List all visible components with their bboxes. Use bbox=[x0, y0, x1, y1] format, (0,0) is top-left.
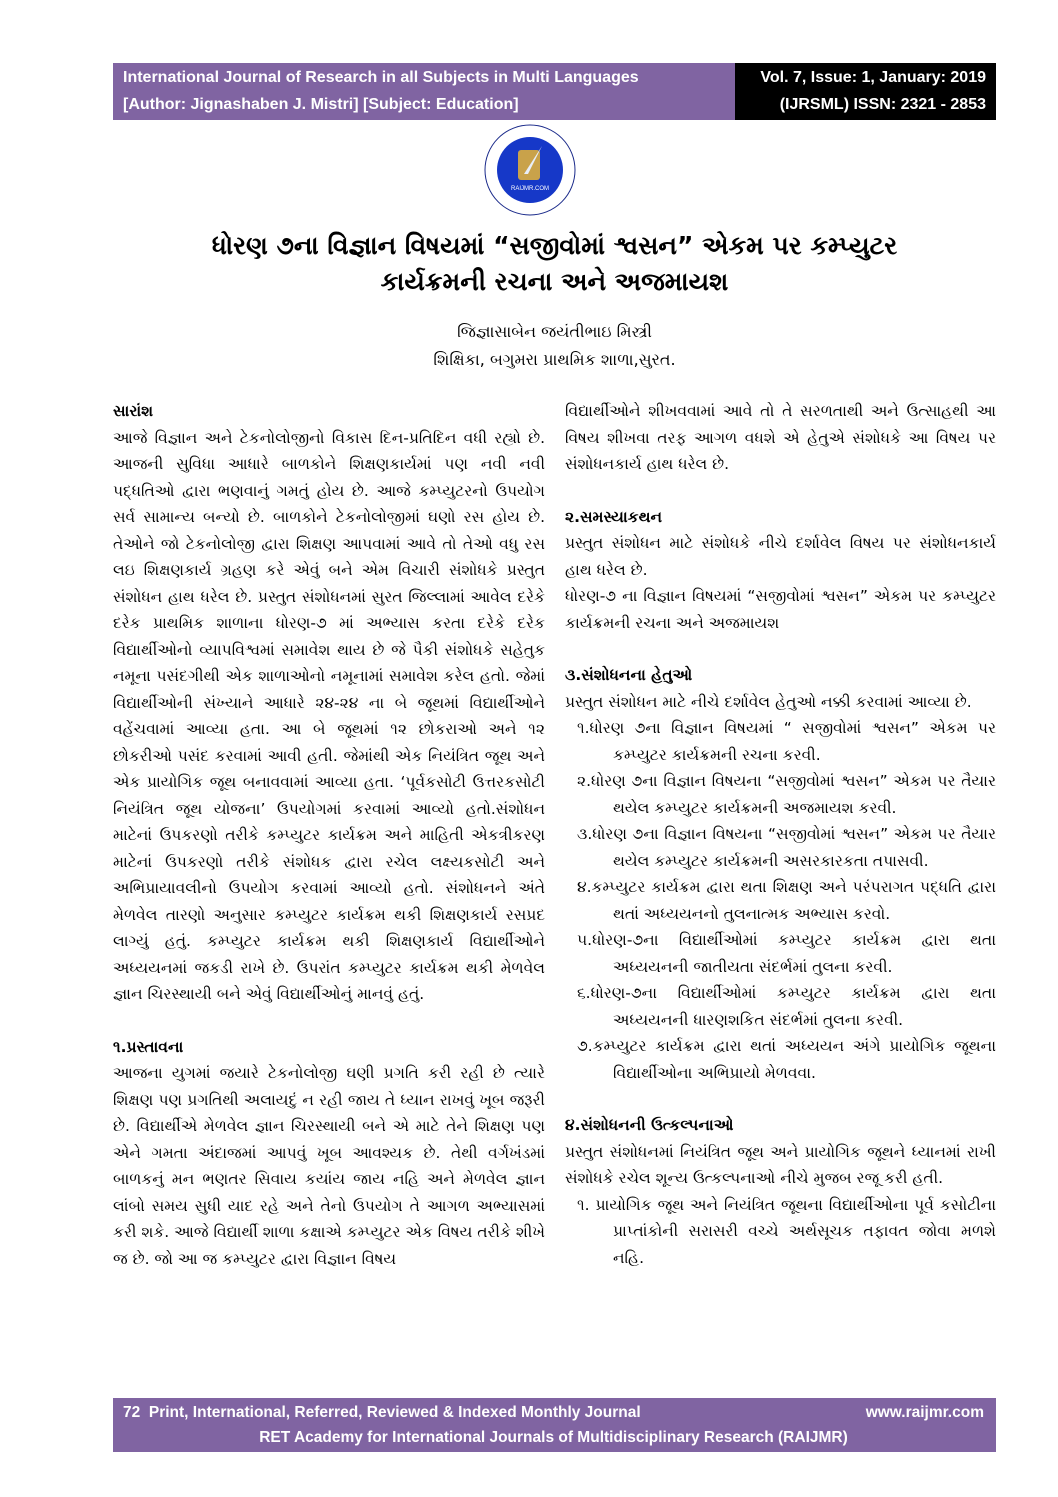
objective-item: ૧.ધોરણ ૭ના વિજ્ઞાન વિષયમાં “ સજીવોમાં શ્વસન” એકમ પર કમ્પ્યુટર કાર્યક્રમની રચના કરવી. bbox=[577, 719, 996, 764]
hypotheses-list bbox=[565, 1192, 996, 1272]
author-affiliation: શિક્ષિકા, બગુમરા પ્રાથમિક શાળા,સુરત. bbox=[433, 350, 676, 369]
journal-name: International Journal of Research in all Subjects in Multi Languages bbox=[123, 69, 639, 86]
objective-item: ૭.કમ્પ્યુટર કાર્યક્રમ દ્વારા થતાં અધ્યયન અંગે પ્રાયોગિક જૂથના વિદ્યાર્થીઓના અભિપ્રાયો મેળવવા. bbox=[577, 1037, 996, 1082]
intro-text: આજના યુગમાં જયારે ટેકનોલોજી ઘણી પ્રગતિ કરી રહી છે ત્યારે શિક્ષણ પણ પ્રગતિથી અલાયદું ન રહી જાય તે ધ્યાન રાખવું ખૂબ જરૂરી છે. વિદ્યાર્થીએ મેળવેલ જ્ઞાન ચિરસ્થાયી બને એ માટે તેને શિક્ષણ પણ એને ગમતા અંદાજમાં આપવું ખૂબ આવશ્યક છે. તેથી વર્ગખંડમાં બાળકનું મન ભણતર સિવાય કયાંય જાય નહિ અને મેળવેલ જ્ઞાન લાંબો સમય સુધી યાદ રહે અને તેનો ઉપયોગ તે આગળ અભ્યાસમાં કરી શકે. આજે વિદ્યાર્થી શાળા કક્ષાએ કમ્પ્યુટર એક વિષય તરીકે શીખે જ છે. જો આ જ કમ્પ્યુટર દ્વારા વિજ્ઞાન વિષય bbox=[113, 1064, 545, 1268]
abstract-text: આજે વિજ્ઞાન અને ટેકનોલોજીનો વિકાસ દિન-પ્રતિદિન વધી રહ્યો છે. આજની સુવિધા આધારે બાળકોને શિક્ષણકાર્યમાં પણ નવી નવી પદ્ધતિઓ દ્વારા ભણવાનું ગમતું હોય છે. આજે કમ્પ્યુટરનો ઉપયોગ સર્વ સામાન્ય બન્યો છે. બાળકોને ટેકનોલોજીમાં ઘણો રસ હોય છે. તેઓને જો ટેકનોલોજી દ્વારા શિક્ષણ આપવામાં આવે તો તેઓ વધુ રસ લઇ શિક્ષણકાર્ય ગ્રહણ કરે એવું બને એમ વિચારી સંશોધકે પ્રસ્તુત સંશોધન હાથ ધરેલ છે. પ્રસ્તુત સંશોધનમાં સુરત જિલ્લામાં આવેલ દરેકે દરેક પ્રાથમિક શાળાના ધોરણ-૭ માં અભ્યાસ કરતા દરેકે દરેક વિદ્યાર્થીઓનો વ્યાપવિશ્વમાં સમાવેશ થાય છે જે પૈકી સંશોધકે સહેતુક નમૂના પસંદગીથી એક શાળાઓનો નમૂનામાં સમાવેશ કરેલ હતો. જેમાં વિદ્યાર્થીઓની સંખ્યાને આધારે ૨૪-૨૪ ના બે જૂથમાં વિદ્યાર્થીઓને વહેંચવામાં આવ્યા હતા. આ બે જૂથમાં ૧૨ છોકરાઓ અને ૧૨ છોકરીઓ પસંદ કરવામાં આવી હતી. જેમાંથી એક નિયંત્રિત જૂથ અને એક પ્રાયોગિક જૂથ બનાવવામાં આવ્યા હતા. ‘પૂર્વકસોટી ઉત્તરકસોટી નિયંત્રિત જૂથ યોજના’ ઉપયોગમાં કરવામાં આવ્યો હતો.સંશોધન માટેનાં ઉપકરણો તરીકે કમ્પ્યુટર કાર્યક્રમ અને માહિતી એકત્રીકરણ માટેનાં ઉપકરણો તરીકે સંશોધક દ્વારા રચેલ લક્ષ્યકસોટી અને અભિપ્રાયાવલીનો ઉપયોગ કરવામાં આવ્યો હતો. સંશોધનને અંતે મેળવેલ તારણો અનુસાર કમ્પ્યુટર કાર્યક્રમ થકી શિક્ષણકાર્ય રસપ્રદ લાગ્યું હતું. કમ્પ્યુટર કાર્યક્રમ થકી શિક્ષણકાર્ય વિદ્યાર્થીઓને અધ્યયનમાં જકડી રાખે છે. ઉપરાંત કમ્પ્યુટર કાર્યક્રમ થકી મેળવેલ જ્ઞાન ચિરસ્થાયી બને એવું વિદ્યાર્થીઓનું માનવું હતું. bbox=[113, 428, 545, 1003]
objectives-list bbox=[565, 715, 996, 1086]
problem-statement: ધોરણ-૭ ના વિજ્ઞાન વિષયમાં “સજીવોમાં શ્વસન” એકમ પર કમ્પ્યુટર કાર્યક્રમની રચના અને અજમાયશ bbox=[565, 587, 996, 632]
right-column bbox=[565, 398, 996, 1271]
hypotheses-text: પ્રસ્તુત સંશોધનમાં નિયંત્રિત જૂથ અને પ્રાયોગિક જૂથને ધ્યાનમાં રાખી સંશોધકે રચેલ શૂન્ય ઉત્કલ્પનાઓ નીચે મુજબ રજૂ કરી હતી. bbox=[565, 1142, 996, 1187]
objective-item: ૫.ધોરણ-૭ના વિદ્યાર્થીઓમાં કમ્પ્યુટર કાર્યક્રમ દ્વારા થતા અધ્યયનની જાતીયતા સંદર્ભમાં તુલના કરવી. bbox=[577, 931, 996, 976]
abstract-heading: સારાંશ bbox=[113, 402, 154, 420]
issue-info bbox=[735, 63, 996, 120]
problem-text: પ્રસ્તુત સંશોધન માટે સંશોધકે નીચે દર્શાવેલ વિષય પર સંશોધનકાર્ય હાથ ધરેલ છે. bbox=[565, 534, 996, 579]
objective-item: ૩.ધોરણ ૭ના વિજ્ઞાન વિષયના “સજીવોમાં શ્વસન” એકમ પર તૈયાર થયેલ કમ્પ્યુટર કાર્યક્રમની અસરકારકતા તપાસવી. bbox=[577, 825, 996, 870]
website-link[interactable]: www.raijmr.com bbox=[865, 1404, 984, 1421]
svg-text:RAIJMR.COM: RAIJMR.COM bbox=[511, 186, 549, 192]
publisher: RET Academy for International Journals of Multidisciplinary Research (RAIJMR) bbox=[259, 1429, 848, 1446]
title-line-1: ધોરણ ૭ના વિજ્ઞાન વિષયમાં “સજીવોમાં શ્વસન” એકમ પર કમ્પ્યુટર bbox=[211, 231, 898, 260]
footer-tagline: Print, International, Referred, Reviewed & Indexed Monthly Journal bbox=[148, 1404, 641, 1421]
intro-continuation: વિદ્યાર્થીઓને શીખવવામાં આવે તો તે સરળતાથી અને ઉત્સાહથી આ વિષય શીખવા તરફ આગળ વધશે એ હેતુએ સંશોધકે આ વિષય પર સંશોધનકાર્ય હાથ ધરેલ છે. bbox=[565, 402, 996, 473]
page-footer bbox=[113, 1398, 996, 1452]
objective-item: ૬.ધોરણ-૭ના વિદ્યાર્થીઓમાં કમ્પ્યુટર કાર્યક્રમ દ્વારા થતા અધ્યયનની ધારણશકિત સંદર્ભમાં તુલના કરવી. bbox=[577, 984, 996, 1029]
objectives-text: પ્રસ્તુત સંશોધન માટે નીચે દર્શાવેલ હેતુઓ નક્કી કરવામાં આવ્યા છે. bbox=[565, 692, 972, 711]
left-column bbox=[113, 398, 545, 1272]
hypothesis-item: ૧. પ્રાયોગિક જૂથ અને નિયંત્રિત જૂથના વિદ્યાર્થીઓના પૂર્વ કસોટીના પ્રાપ્તાંકોની સરાસરી વચ્ચે અર્થસૂચક તફાવત જોવા મળશે નહિ. bbox=[577, 1195, 996, 1267]
title-line-2: કાર્યક્રમની રચના અને અજમાયશ bbox=[380, 267, 729, 296]
objective-item: ૨.ધોરણ ૭ના વિજ્ઞાન વિષયના “સજીવોમાં શ્વસન” એકમ પર તૈયાર થયેલ કમ્પ્યુટર કાર્યક્રમની અજમાયશ કરવી. bbox=[577, 772, 996, 817]
volume-issue: Vol. 7, Issue: 1, January: 2019 bbox=[760, 69, 986, 86]
intro-heading: ૧.પ્રસ્તાવના bbox=[113, 1037, 184, 1056]
objectives-heading: ૩.સંશોધનના હેતુઓ bbox=[565, 666, 693, 684]
author-block bbox=[113, 318, 996, 374]
paper-title bbox=[113, 228, 996, 300]
author-subject: [Author: Jignashaben J. Mistri] [Subject: Education] bbox=[123, 96, 519, 113]
hypotheses-heading: ૪.સંશોધનની ઉત્કલ્પનાઓ bbox=[565, 1116, 734, 1134]
raijmr-logo bbox=[484, 124, 576, 216]
page-number: 72 bbox=[123, 1404, 141, 1421]
journal-header bbox=[113, 63, 735, 120]
author-name: જિજ્ઞાસાબેન જયંતીભાઇ મિસ્ત્રી bbox=[457, 322, 652, 341]
objective-item: ૪.કમ્પ્યુટર કાર્યક્રમ દ્વારા થતા શિક્ષણ અને પરંપરાગત પદ્ધતિ દ્વારા થતાં અધ્યયનનો તુલનાત્મક અભ્યાસ કરવો. bbox=[577, 878, 996, 923]
issn: (IJRSML) ISSN: 2321 - 2853 bbox=[779, 96, 986, 113]
problem-heading: ૨.સમસ્યાકથન bbox=[565, 507, 663, 526]
